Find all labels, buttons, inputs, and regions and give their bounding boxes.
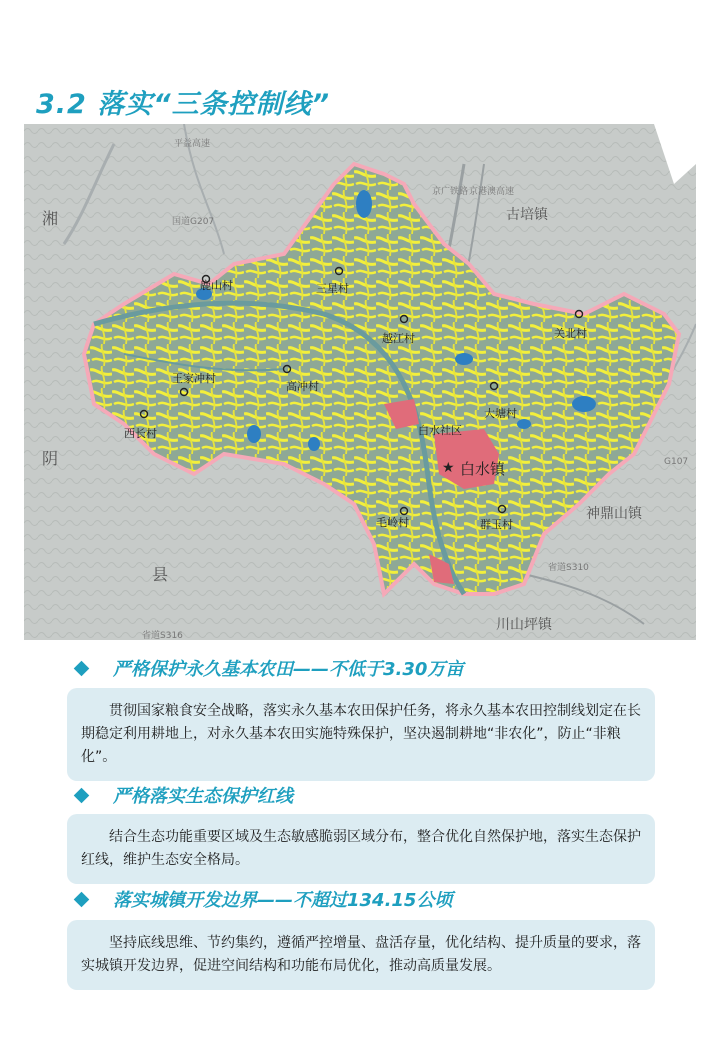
water-body <box>356 190 372 218</box>
place-label-baishui-community: 白水社区 <box>418 424 462 437</box>
road-label: G107 <box>664 457 689 467</box>
water-body <box>455 353 473 365</box>
place-label-qunyu: 群玉村 <box>480 518 513 531</box>
place-label-datang: 大塘村 <box>484 407 517 420</box>
section-body-1 <box>67 688 655 781</box>
road-label: 省道S310 <box>548 563 589 573</box>
section-heading-1 <box>76 655 463 681</box>
section-heading-3 <box>76 886 452 912</box>
place-label-yuejiang: 越江村 <box>382 332 415 345</box>
section-text: 结合生态功能重要区域及生态敏感脆弱区域分布，整合优化自然保护地，落实生态保护红线，维护生态安全格局。 <box>81 829 641 868</box>
outside-label-xiang: 湘 <box>42 209 59 228</box>
place-label-gaochong: 高冲村 <box>286 380 319 393</box>
road-label: 京港澳高速 <box>469 187 515 197</box>
page-title: 3.2 落实“三条控制线” <box>36 89 331 120</box>
place-label-guanbei: 关北村 <box>554 327 587 340</box>
section-text: 贯彻国家粮食安全战略，落实永久基本农田保护任务，将永久基本农田控制线划定在长期稳定利用耕地上，对永久基本农田实施特殊保护，坚决遏制耕地“非农化”，防止“非粮化”。 <box>81 703 641 765</box>
outside-label-yin: 阴 <box>42 449 59 468</box>
outside-label-gupei: 古培镇 <box>506 207 548 223</box>
land-use-map <box>24 124 696 640</box>
outside-label-chuanshan: 川山坪镇 <box>496 617 552 633</box>
place-label-baishui-town: 白水镇 <box>460 460 506 478</box>
water-body <box>308 437 320 451</box>
water-body <box>572 396 596 412</box>
section-body-2 <box>67 814 655 884</box>
section-title: 落实城镇开发边界——不超过134.15公顷 <box>113 890 453 911</box>
section-heading-2 <box>76 782 293 808</box>
outside-label-xian: 县 <box>152 565 169 584</box>
section-text: 坚持底线思维、节约集约，遵循严控增量、盘活存量，优化结构、提升质量的要求，落实城镇开发边界，促进空间结构和功能布局优化，推动高质量发展。 <box>81 935 641 974</box>
road-label: 国道G207 <box>172 217 215 227</box>
section-title: 严格落实生态保护红线 <box>113 786 293 807</box>
water-body <box>517 419 531 429</box>
water-body <box>247 425 261 443</box>
road-label: 平益高速 <box>174 139 211 149</box>
town-center-star: ★ <box>442 460 455 476</box>
place-label-wangjiachong: 王家冲村 <box>172 372 216 385</box>
place-label-xichang: 西长村 <box>124 427 157 440</box>
section-body-3 <box>67 920 655 990</box>
diamond-bullet-icon <box>74 891 90 907</box>
outside-label-shending: 神鼎山镇 <box>586 506 642 522</box>
diamond-bullet-icon <box>74 660 90 676</box>
road-label: 京广铁路 <box>432 187 469 197</box>
diamond-bullet-icon <box>74 787 90 803</box>
place-label-sanxing: 三星村 <box>316 282 349 295</box>
section-title: 严格保护永久基本农田——不低于3.30万亩 <box>113 659 464 680</box>
place-label-maoling: 毛岭村 <box>376 516 409 529</box>
road-label: 省道S316 <box>142 631 183 640</box>
place-label-lushan: 鹿山村 <box>200 279 233 292</box>
